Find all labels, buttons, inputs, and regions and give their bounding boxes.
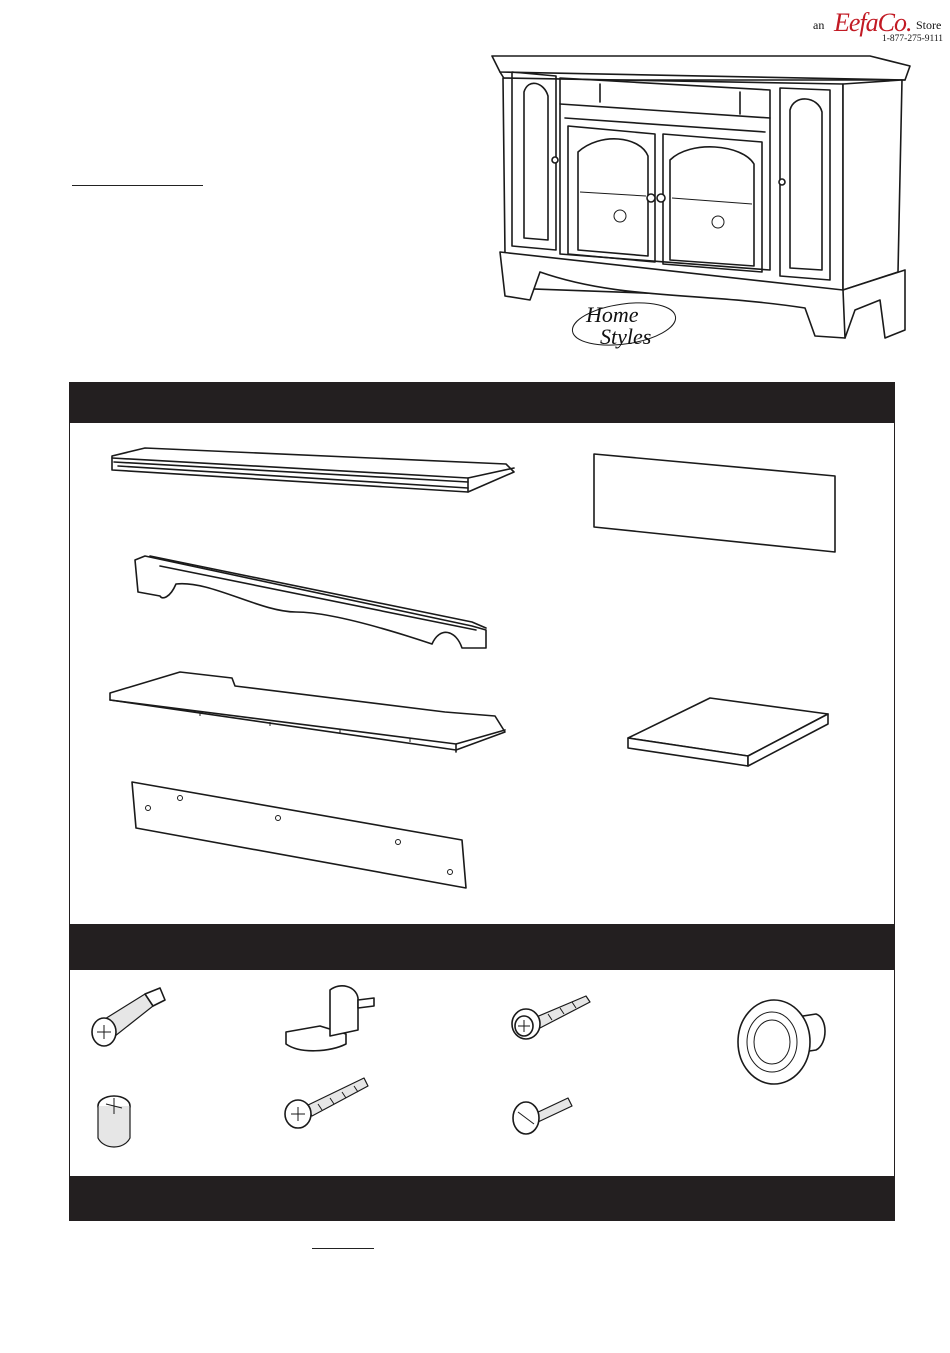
- door-knob-hardware: [738, 1000, 825, 1084]
- logo-phone: 1-877-275-9111: [882, 34, 944, 44]
- long-screw-hardware: [285, 1078, 368, 1128]
- brand-line2: Styles: [600, 324, 652, 349]
- logo-mark: EefaCo.: [834, 8, 912, 37]
- shelf-support-hardware: [286, 986, 374, 1051]
- logo-suffix: Store: [916, 18, 942, 32]
- logo-prefix: an: [813, 18, 825, 32]
- washer-screw-hardware: [512, 996, 590, 1039]
- cam-lock-hardware: [98, 1096, 130, 1147]
- machine-screw-hardware: [513, 1098, 572, 1134]
- brand-line1: Home: [586, 302, 639, 327]
- cam-bolt-hardware: [92, 988, 165, 1046]
